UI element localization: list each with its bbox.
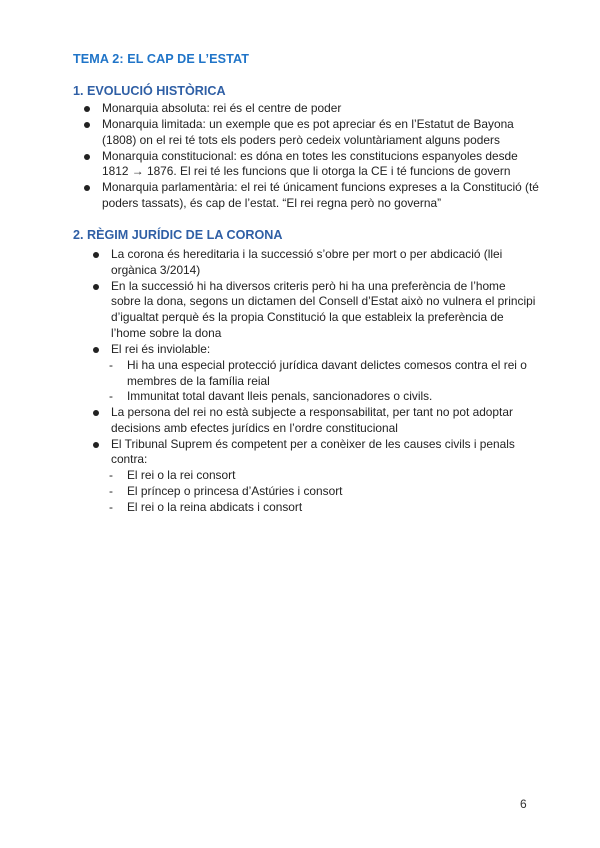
- page-number: 6: [520, 797, 527, 811]
- inviolability-sublist: [93, 358, 538, 405]
- sublist-item: - El rei o la rei consort: [93, 468, 538, 484]
- list-item: Monarquia parlamentària: el rei té únicament funcions expreses a la Constitució (té poders tassats), és cap de l’estat. “El rei regna però no governa”: [84, 180, 544, 211]
- history-list: [84, 101, 544, 212]
- list-item: Monarquia constitucional: es dóna en totes les constitucions espanyoles desde 1812 → 1876. El rei té les funcions que li otorga la CE i té funcions de govern: [84, 149, 544, 180]
- section-heading-legal-regime: 2. RÈGIM JURÍDIC DE LA CORONA: [73, 228, 283, 242]
- list-item-text: En la successió hi ha diversos criteris però hi ha una preferència de l’home sobre la dona, segons un dictamen del Consell d’Estat això no vulnera el principi d’igualtat perquè és la propia Constitució la que estableix la preferència de l’home sobre la dona: [111, 278, 536, 340]
- list-item: [93, 247, 538, 278]
- sublist-item: - Hi ha una especial protecció jurídica davant delictes comesos contra el rei o membres de la família reial: [93, 358, 538, 389]
- sublist-item: - Immunitat total davant lleis penals, sancionadores o civils.: [93, 389, 538, 405]
- legal-regime-list: [93, 247, 538, 515]
- list-item: [93, 405, 538, 436]
- list-item-text: La corona és hereditaria i la successió s’obre per mort o per abdicació (llei orgànica 3/2014): [111, 247, 503, 277]
- section-heading-history: 1. EVOLUCIÓ HISTÒRICA: [73, 84, 226, 98]
- sublist-item: - El rei o la reina abdicats i consort: [93, 500, 538, 516]
- list-item-text: El Tribunal Suprem és competent per a conèixer de les causes civils i penals contra:: [111, 436, 515, 467]
- list-item: Monarquia limitada: un exemple que es pot apreciar és en l’Estatut de Bayona (1808) on el rei té tots els poders però cedeix voluntàriament alguns poders: [84, 117, 544, 148]
- list-item-text: La persona del rei no està subjecte a responsabilitat, per tant no pot adoptar decisions amb efectes jurídics en l’ordre constitucional: [111, 404, 513, 435]
- list-item: [93, 279, 538, 342]
- list-item-text: El rei és inviolable:: [111, 341, 211, 356]
- list-item: Monarquia absoluta: rei és el centre de poder: [84, 101, 544, 117]
- page-title: TEMA 2: EL CAP DE L’ESTAT: [73, 52, 250, 66]
- supreme-court-sublist: [93, 468, 538, 515]
- sublist-item: - El príncep o princesa d’Astúries i consort: [93, 484, 538, 500]
- list-item: [93, 342, 538, 358]
- list-item: [93, 437, 538, 468]
